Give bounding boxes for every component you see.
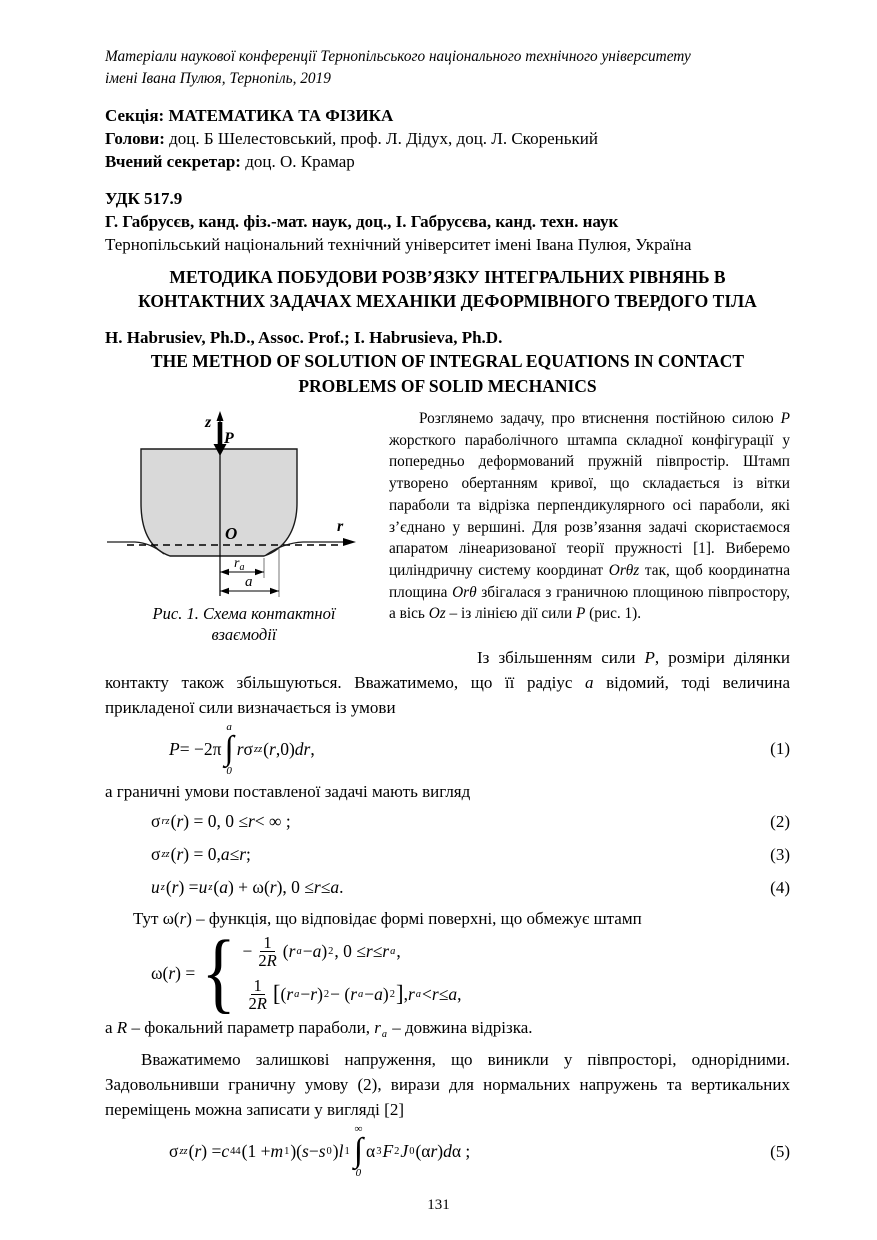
paragraph-parabola-params: а R – фокальний параметр параболи, $r_a$ – довжина відрізка.: [105, 1018, 533, 1041]
ra-dim-arrow-right: [255, 569, 264, 575]
section-heads: [105, 127, 790, 150]
equation-1: [105, 722, 790, 777]
z-axis-label: z: [205, 414, 212, 431]
equation-omega: [105, 922, 790, 1022]
equation-4-body: u z ( r ) = u z ( a ) + ω( r ), 0 ≤ r ≤ a .: [151, 877, 344, 898]
ra-dim-arrow-left: [220, 569, 229, 575]
figure-1: [105, 408, 383, 645]
paragraph-boundary-conditions: а граничні умови поставленої задачі мають вигляд: [105, 781, 471, 801]
section-block: [105, 104, 790, 173]
authors-ua: Г. Габрусєв, канд. фіз.-мат. наук, доц., І. Габрусєва, канд. техн. наук: [105, 212, 619, 231]
udc-code: УДК 517.9: [105, 189, 183, 208]
r-axis-label: r: [337, 518, 344, 535]
ra-dimension-label: $r_a$: [234, 556, 245, 573]
equation-5-number: (5): [770, 1141, 790, 1161]
conference-header: [105, 46, 790, 90]
equation-4: [105, 873, 790, 903]
figure-and-intro: [105, 408, 790, 645]
title-ua-line1: МЕТОДИКА ПОБУДОВИ РОЗВ’ЯЗКУ ІНТЕГРАЛЬНИХ РІВНЯНЬ В: [169, 267, 726, 287]
a-dim-arrow-right: [270, 588, 279, 594]
title-en-line2: PROBLEMS OF SOLID MECHANICS: [298, 376, 597, 396]
force-label: P: [224, 430, 234, 447]
title-ua-line2: КОНТАКТНИХ ЗАДАЧАХ МЕХАНІКИ ДЕФОРМІВНОГО ТВЕРДОГО ТІЛА: [138, 291, 757, 311]
equation-5-body: σ zz ( r ) = c 44 (1 + m 1 )( s − s 0 ) l 1 ∞ ∫ 0 α 3 F 2 J 0 (α r ) d α ;: [169, 1123, 471, 1180]
paragraph-force-growth: Із збільшенням сили P, розміри ділянки контакту також збільшуються. Вважатимемо, що її радіус a відомий, тоді величина прикладеної сили визначається із умови: [105, 648, 790, 717]
figure-caption-line2: взаємодії: [211, 625, 277, 644]
authors-en: H. Habrusiev, Ph.D., Assoc. Prof.; I. Habrusieva, Ph.D.: [105, 328, 503, 347]
origin-label: O: [225, 524, 238, 543]
paragraph-residual-stress: Вважатимемо залишкові напруження, що виникли у півпросторі, однорідними. Задовольнивши граничну умову (2), вирази для нормальних напружень та вертикальних переміщень можна записати у вигляді [2]: [105, 1050, 790, 1120]
r-axis-arrowhead: [343, 538, 356, 546]
equation-2-number: (2): [770, 811, 790, 831]
secretary-value: доц. О. Крамар: [240, 152, 355, 171]
article-meta: [105, 187, 790, 256]
paragraph-intro: Розглянемо задачу, про втиснення постійною силою P жорсткого параболічного штампа складної конфігурації у попередньо деформований пружній півпростір. Штамп утворено обертанням кривої, що складається із вітки параболи та відрізка перпендикулярного осі параболи, які з’єднано у вершині. Для розв’язання задачі скористаємося апаратом лінеаризованої теорії пружності [1]. Виберемо циліндричну систему координат Orθz так, щоб координатна площина Orθ збігалася з граничною площиною півпростору, а вісь Oz – із лінією дії сили P (рис. 1).: [389, 410, 791, 623]
equation-2: [105, 807, 790, 837]
title-ua: [105, 265, 790, 313]
contact-scheme-figure: [107, 408, 372, 600]
figure-caption-line1: Рис. 1. Схема контактної: [152, 604, 336, 623]
equation-1-body: P = −2π a ∫ 0 r σ zz ( r ,0) dr ,: [169, 721, 315, 777]
equation-3-body: σ zz ( r ) = 0, a ≤ r ;: [151, 844, 251, 865]
header-line2: імені Івана Пулюя, Тернопіль, 2019: [105, 70, 331, 87]
title-en: [105, 349, 790, 399]
equation-2-body: σ rz ( r ) = 0, 0 ≤ r < ∞ ;: [151, 811, 291, 832]
equation-4-number: (4): [770, 877, 790, 897]
equation-5: [105, 1124, 790, 1179]
heads-value: доц. Б Шелестовський, проф. Л. Дідух, доц. Л. Скоренький: [164, 129, 598, 148]
paragraph-omega-definition: Тут ω(r) – функція, що відповідає формі поверхні, що обмежує штамп: [133, 908, 642, 928]
section-secretary: [105, 150, 790, 173]
equation-1-number: (1): [770, 739, 790, 759]
title-en-line1: THE METHOD OF SOLUTION OF INTEGRAL EQUATIONS IN CONTACT: [150, 351, 745, 371]
intro-column: [383, 408, 790, 645]
z-axis-arrowhead: [217, 411, 224, 421]
header-line1: Матеріали наукової конференції Тернопільського національного технічного університету: [105, 48, 691, 65]
page-number: 131: [427, 1197, 450, 1213]
secretary-label: Вчений секретар:: [105, 152, 241, 171]
a-dim-arrow-left: [220, 588, 229, 594]
heads-label: Голови:: [105, 129, 165, 148]
equation-omega-body: ω( r ) = { − $\frac{1}{2R}$ ( r a − a ) 2 , 0 ≤ r ≤ r a , 1 2R [ ( r a − r ) 2 − ( r a − a ) 2 ] , r a < r ≤ a ,: [151, 922, 462, 1022]
equation-3: [105, 840, 790, 870]
section-title: Секція: МАТЕМАТИКА ТА ФІЗИКА: [105, 106, 394, 125]
punch-shape: [141, 449, 297, 556]
figure-caption: [105, 603, 383, 645]
affiliation: Тернопільський національний технічний університет імені Івана Пулюя, Україна: [105, 235, 692, 254]
a-dimension-label: a: [245, 574, 253, 590]
equation-3-number: (3): [770, 844, 790, 864]
